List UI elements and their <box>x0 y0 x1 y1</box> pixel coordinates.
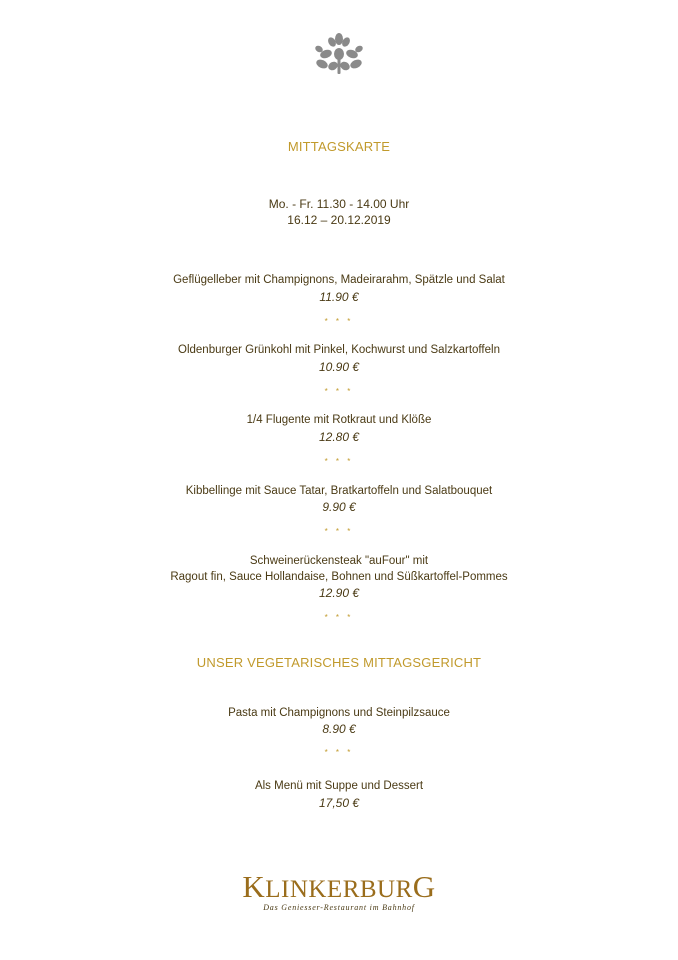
restaurant-logo <box>0 869 678 912</box>
dish-price: 11.90 € <box>319 290 359 304</box>
dish-name: Kibbellinge mit Sauce Tatar, Bratkartoffeln und Salatbouquet <box>185 485 493 497</box>
dish-name: 1/4 Flugente mit Rotkraut und Klöße <box>246 414 432 426</box>
dish-price: 9.90 € <box>322 500 356 514</box>
dish-name: Schweinerückensteak "auFour" mit <box>249 555 429 567</box>
separator: * * * <box>324 527 354 536</box>
logo-tagline: Das Geniesser-Restaurant im Bahnhof <box>263 903 415 912</box>
separator: * * * <box>324 457 354 466</box>
separator: * * * <box>324 748 354 757</box>
separator: * * * <box>324 387 354 396</box>
dish-price: 12.80 € <box>318 430 360 444</box>
opening-hours: Mo. - Fr. 11.30 - 14.00 Uhr <box>268 197 410 211</box>
logo-wordmark: KLINKERBURG <box>242 869 436 904</box>
dish-name: Als Menü mit Suppe und Dessert <box>254 780 424 792</box>
dish-price: 8.90 € <box>322 722 356 736</box>
dish-price: 17,50 € <box>318 796 360 810</box>
dish-name: Oldenburger Grünkohl mit Pinkel, Kochwurst und Salzkartoffeln <box>178 344 500 356</box>
vegetarian-heading: UNSER VEGETARISCHES MITTAGSGERICHT <box>196 655 482 670</box>
fleur-ornament-icon <box>312 32 366 76</box>
dish-name: Pasta mit Champignons und Steinpilzsauce <box>228 707 450 719</box>
menu-title: MITTAGSKARTE <box>287 139 391 154</box>
separator: * * * <box>324 317 354 326</box>
dish-price: 12.90 € <box>318 586 360 600</box>
date-range: 16.12 – 20.12.2019 <box>287 213 391 227</box>
separator: * * * <box>324 613 354 622</box>
dish-price: 10.90 € <box>318 360 360 374</box>
dish-name: Geflügelleber mit Champignons, Madeirarahm, Spätzle und Salat <box>173 274 505 286</box>
dish-name: Ragout fin, Sauce Hollandaise, Bohnen und Süßkartoffel-Pommes <box>170 571 508 583</box>
